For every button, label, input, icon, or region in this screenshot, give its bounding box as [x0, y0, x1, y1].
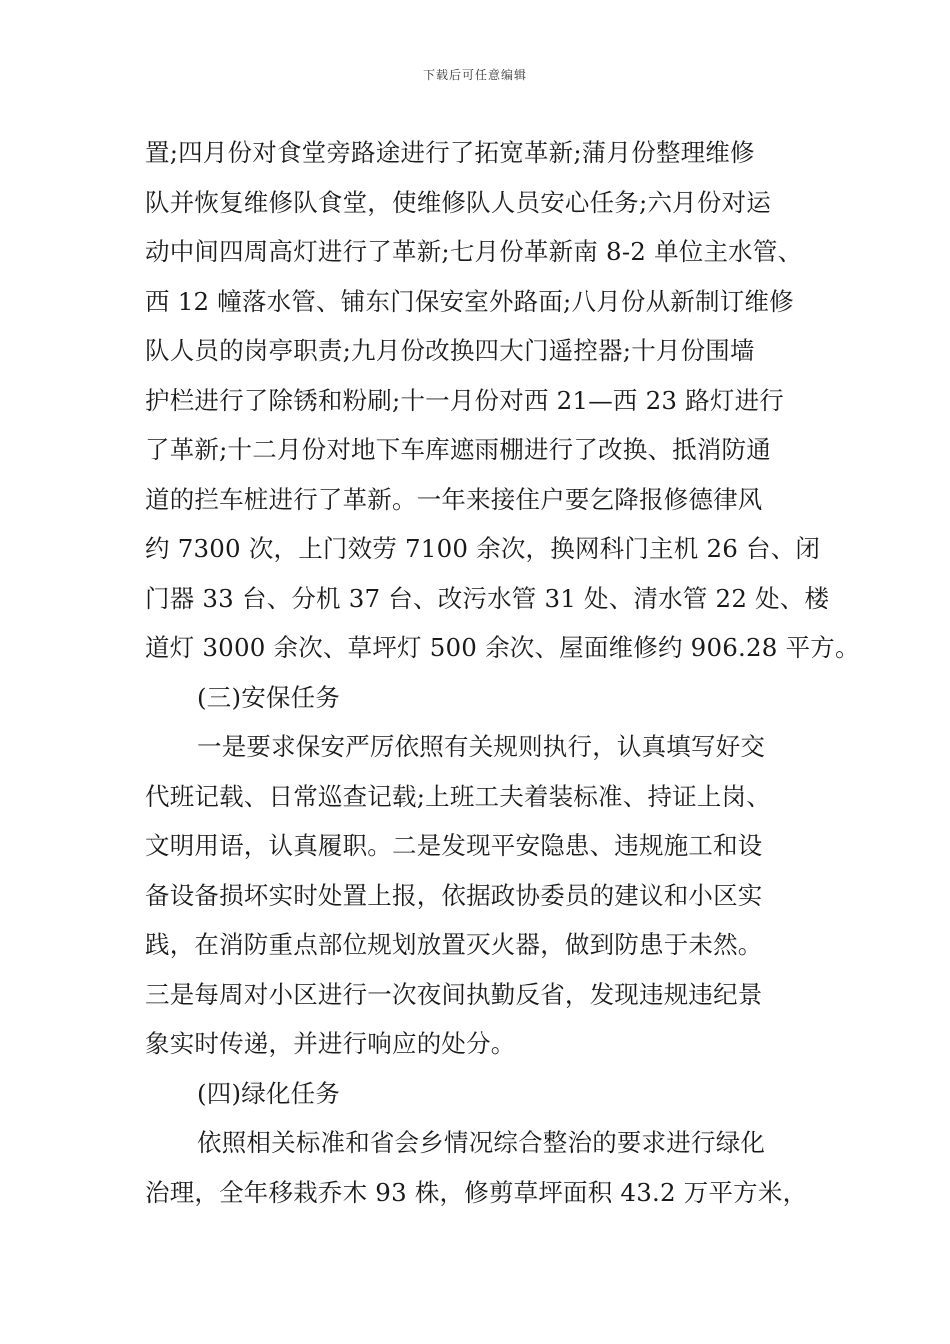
text-line: 道的拦车桩进行了革新。一年来接住户要乞降报修德律风 [145, 484, 763, 514]
section-heading-greening: (四)绿化任务 [197, 1078, 341, 1108]
section-heading-security: (三)安保任务 [197, 682, 341, 712]
paragraph-first-line: 依照相关标准和省会乡情况综合整治的要求进行绿化 [197, 1128, 766, 1157]
text-line: 道灯 3000 余次、草坪灯 500 余次、屋面维修约 906.28 平方。 [145, 633, 860, 662]
document-body [145, 128, 860, 1217]
text-line: 治理，全年移栽乔木 93 株，修剪草坪面积 43.2 万平方米， [145, 1177, 808, 1207]
text-line: 践，在消防重点部位规划放置灭火器，做到防患于未然。 [145, 930, 763, 959]
text-line: 护栏进行了除锈和粉刷;十一月份对西 21—西 23 路灯进行 [145, 385, 784, 415]
page-header: 下载后可任意编辑 [422, 68, 527, 82]
text-line: 文明用语，认真履职。二是发现平安隐患、违规施工和设 [145, 831, 763, 860]
text-line: 西 12 幢落水管、铺东门保安室外路面;八月份从新制订维修 [145, 286, 794, 316]
text-line: 置;四月份对食堂旁路途进行了拓宽革新;蒲月份整理维修 [145, 138, 755, 167]
text-line: 队人员的岗亭职责;九月份改换四大门遥控器;十月份围墙 [145, 336, 755, 365]
text-line: 约 7300 次，上门效劳 7100 余次，换网科门主机 26 台、闭 [145, 534, 821, 563]
text-line: 象实时传递，并进行响应的处分。 [145, 1029, 516, 1058]
text-line: 队并恢复维修队食堂，使维修队人员安心任务;六月份对运 [145, 187, 771, 217]
text-line: 备设备损坏实时处置上报，依据政协委员的建议和小区实 [145, 880, 763, 910]
text-line: 动中间四周高灯进行了革新;七月份革新南 8-2 单位主水管、 [145, 237, 803, 266]
text-line: 代班记载、日常巡查记载;上班工夫着装标准、持证上岗、 [145, 781, 771, 811]
text-line: 了革新;十二月份对地下车库遮雨棚进行了改换、抵消防通 [145, 435, 771, 464]
paragraph-first-line: 一是要求保安严厉依照有关规则执行，认真填写好交 [197, 732, 766, 761]
text-line: 门器 33 台、分机 37 台、改污水管 31 处、清水管 22 处、楼 [145, 583, 830, 613]
text-line: 三是每周对小区进行一次夜间执勤反省，发现违规违纪景 [145, 979, 763, 1009]
